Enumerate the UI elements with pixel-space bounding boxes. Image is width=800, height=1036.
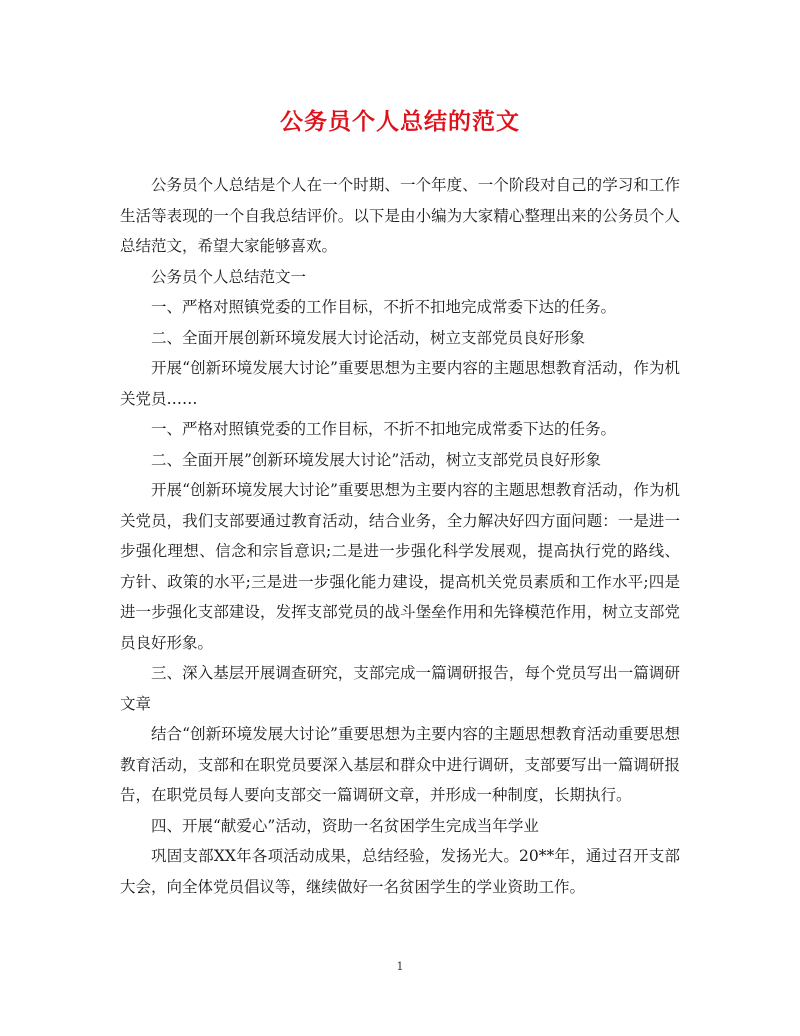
paragraph-section-heading: 公务员个人总结范文一	[151, 267, 307, 286]
paragraph: 巩固支部XX年各项活动成果，总结经验，发扬光大。20**年，通过召开支部大会，向全体党员倡议等，继续做好一名贫困学生的学业资助工作。	[120, 847, 680, 896]
paragraph-intro: 公务员个人总结是个人在一个时期、一个年度、一个阶段对自己的学习和工作生活等表现的一个自我总结评价。以下是由小编为大家精心整理出来的公务员个人总结范文，希望大家能够喜欢。	[120, 176, 680, 255]
document-body	[120, 170, 680, 902]
paragraph: 四、开展“献爱心”活动，资助一名贫困学生完成当年学业	[151, 816, 539, 835]
paragraph: 二、全面开展创新环境发展大讨论活动，树立支部党员良好形象	[151, 328, 586, 347]
paragraph: 开展“创新环境发展大讨论”重要思想为主要内容的主题思想教育活动，作为机关党员……	[120, 359, 680, 408]
paragraph: 二、全面开展”创新环境发展大讨论”活动，树立支部党员良好形象	[151, 450, 601, 469]
paragraph: 开展“创新环境发展大讨论”重要思想为主要内容的主题思想教育活动，作为机关党员，我们支部要通过教育活动，结合业务，全力解决好四方面问题：一是进一步强化理想、信念和宗旨意识;二是进一步强化科学发展观，提高执行党的路线、方针、政策的水平;三是进一步强化能力建设，提高机关党员素质和工作水平;四是进一步强化支部建设，发挥支部党员的战斗堡垒作用和先锋模范作用，树立支部党员良好形象。	[120, 481, 680, 652]
paragraph: 一、严格对照镇党委的工作目标，不折不扣地完成常委下达的任务。	[151, 298, 617, 316]
paragraph: 结合“创新环境发展大讨论”重要思想为主要内容的主题思想教育活动重要思想教育活动，支部和在职党员要深入基层和群众中进行调研，支部要写出一篇调研报告，在职党员每人要向支部交一篇调研文章，并形成一种制度，长期执行。	[120, 725, 680, 804]
paragraph: 三、深入基层开展调查研究，支部完成一篇调研报告，每个党员写出一篇调研文章	[120, 664, 680, 713]
document-title: 公务员个人总结的范文	[280, 108, 520, 135]
page-number: 1	[396, 960, 404, 973]
paragraph: 一、严格对照镇党委的工作目标，不折不扣地完成常委下达的任务。	[151, 420, 617, 438]
